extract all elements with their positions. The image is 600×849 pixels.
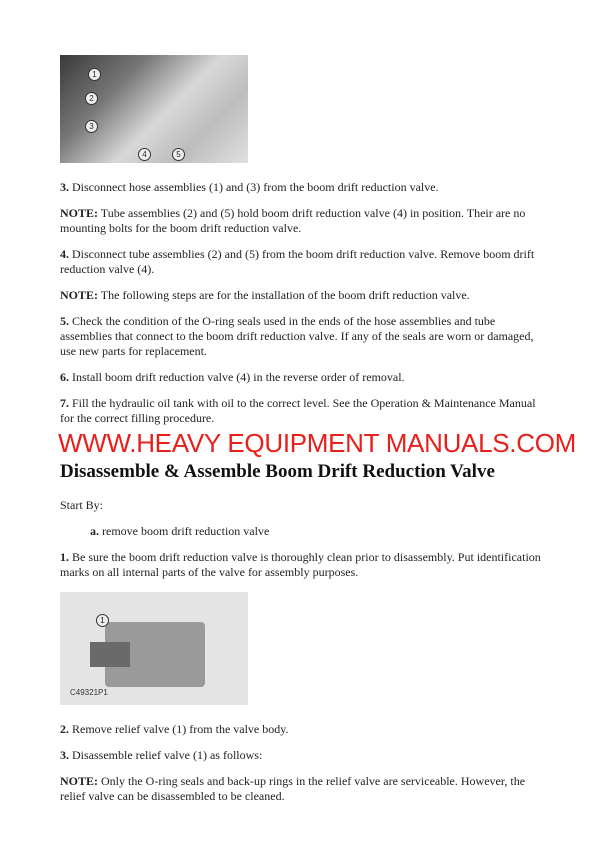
watermark: WWW.HEAVY EQUIPMENT MANUALS.COM [58,428,576,458]
figure-id: C49321P1 [70,688,108,697]
step-5: 5. Check the condition of the O-ring seals used in the ends of the hose assemblies and tube assemblies that connect to the boom drift reduction valve. If any of the seals are worn or damaged, use new parts for replacement. [60,314,534,358]
step-4: 4. Disconnect tube assemblies (2) and (5) from the boom drift reduction valve. Remove boom drift reduction valve (4). [60,247,535,276]
callout-2: 2 [85,92,98,105]
valve-body-photo [60,592,248,705]
step-6: 6. Install boom drift reduction valve (4) in the reverse order of removal. [60,370,405,384]
note-3: NOTE: Only the O-ring seals and back-up rings in the relief valve are serviceable. However, the relief valve can be disassembled to be cleaned. [60,774,526,803]
step-3: 3. Disconnect hose assemblies (1) and (3) from the boom drift reduction valve. [60,180,439,194]
boom-drift-valve-photo [60,55,248,163]
step-7: 7. Fill the hydraulic oil tank with oil to the correct level. See the Operation & Maintenance Manual for the correct filling procedure. [60,396,536,425]
start-by: Start By: [60,498,104,512]
note-1: NOTE: Tube assemblies (2) and (5) hold boom drift reduction valve (4) in position. Their are no mounting bolts for the boom drift reduction valve. [60,206,526,235]
callout-5: 5 [172,148,185,161]
step-2: 2. Remove relief valve (1) from the valve body. [60,722,289,736]
step-3-disassembly: 3. Disassemble relief valve (1) as follows: [60,748,263,762]
section-title: Disassemble & Assemble Boom Drift Reduction Valve [60,461,495,482]
note-2: NOTE: The following steps are for the installation of the boom drift reduction valve. [60,288,470,302]
callout-1: 1 [96,614,109,627]
callout-4: 4 [138,148,151,161]
step-1: 1. Be sure the boom drift reduction valve is thoroughly clean prior to disassembly. Put identification marks on all internal parts of the valve for assembly purposes. [60,550,541,579]
relief-valve [90,642,130,667]
start-by-item: a. remove boom drift reduction valve [90,524,270,538]
callout-3: 3 [85,120,98,133]
callout-1: 1 [88,68,101,81]
